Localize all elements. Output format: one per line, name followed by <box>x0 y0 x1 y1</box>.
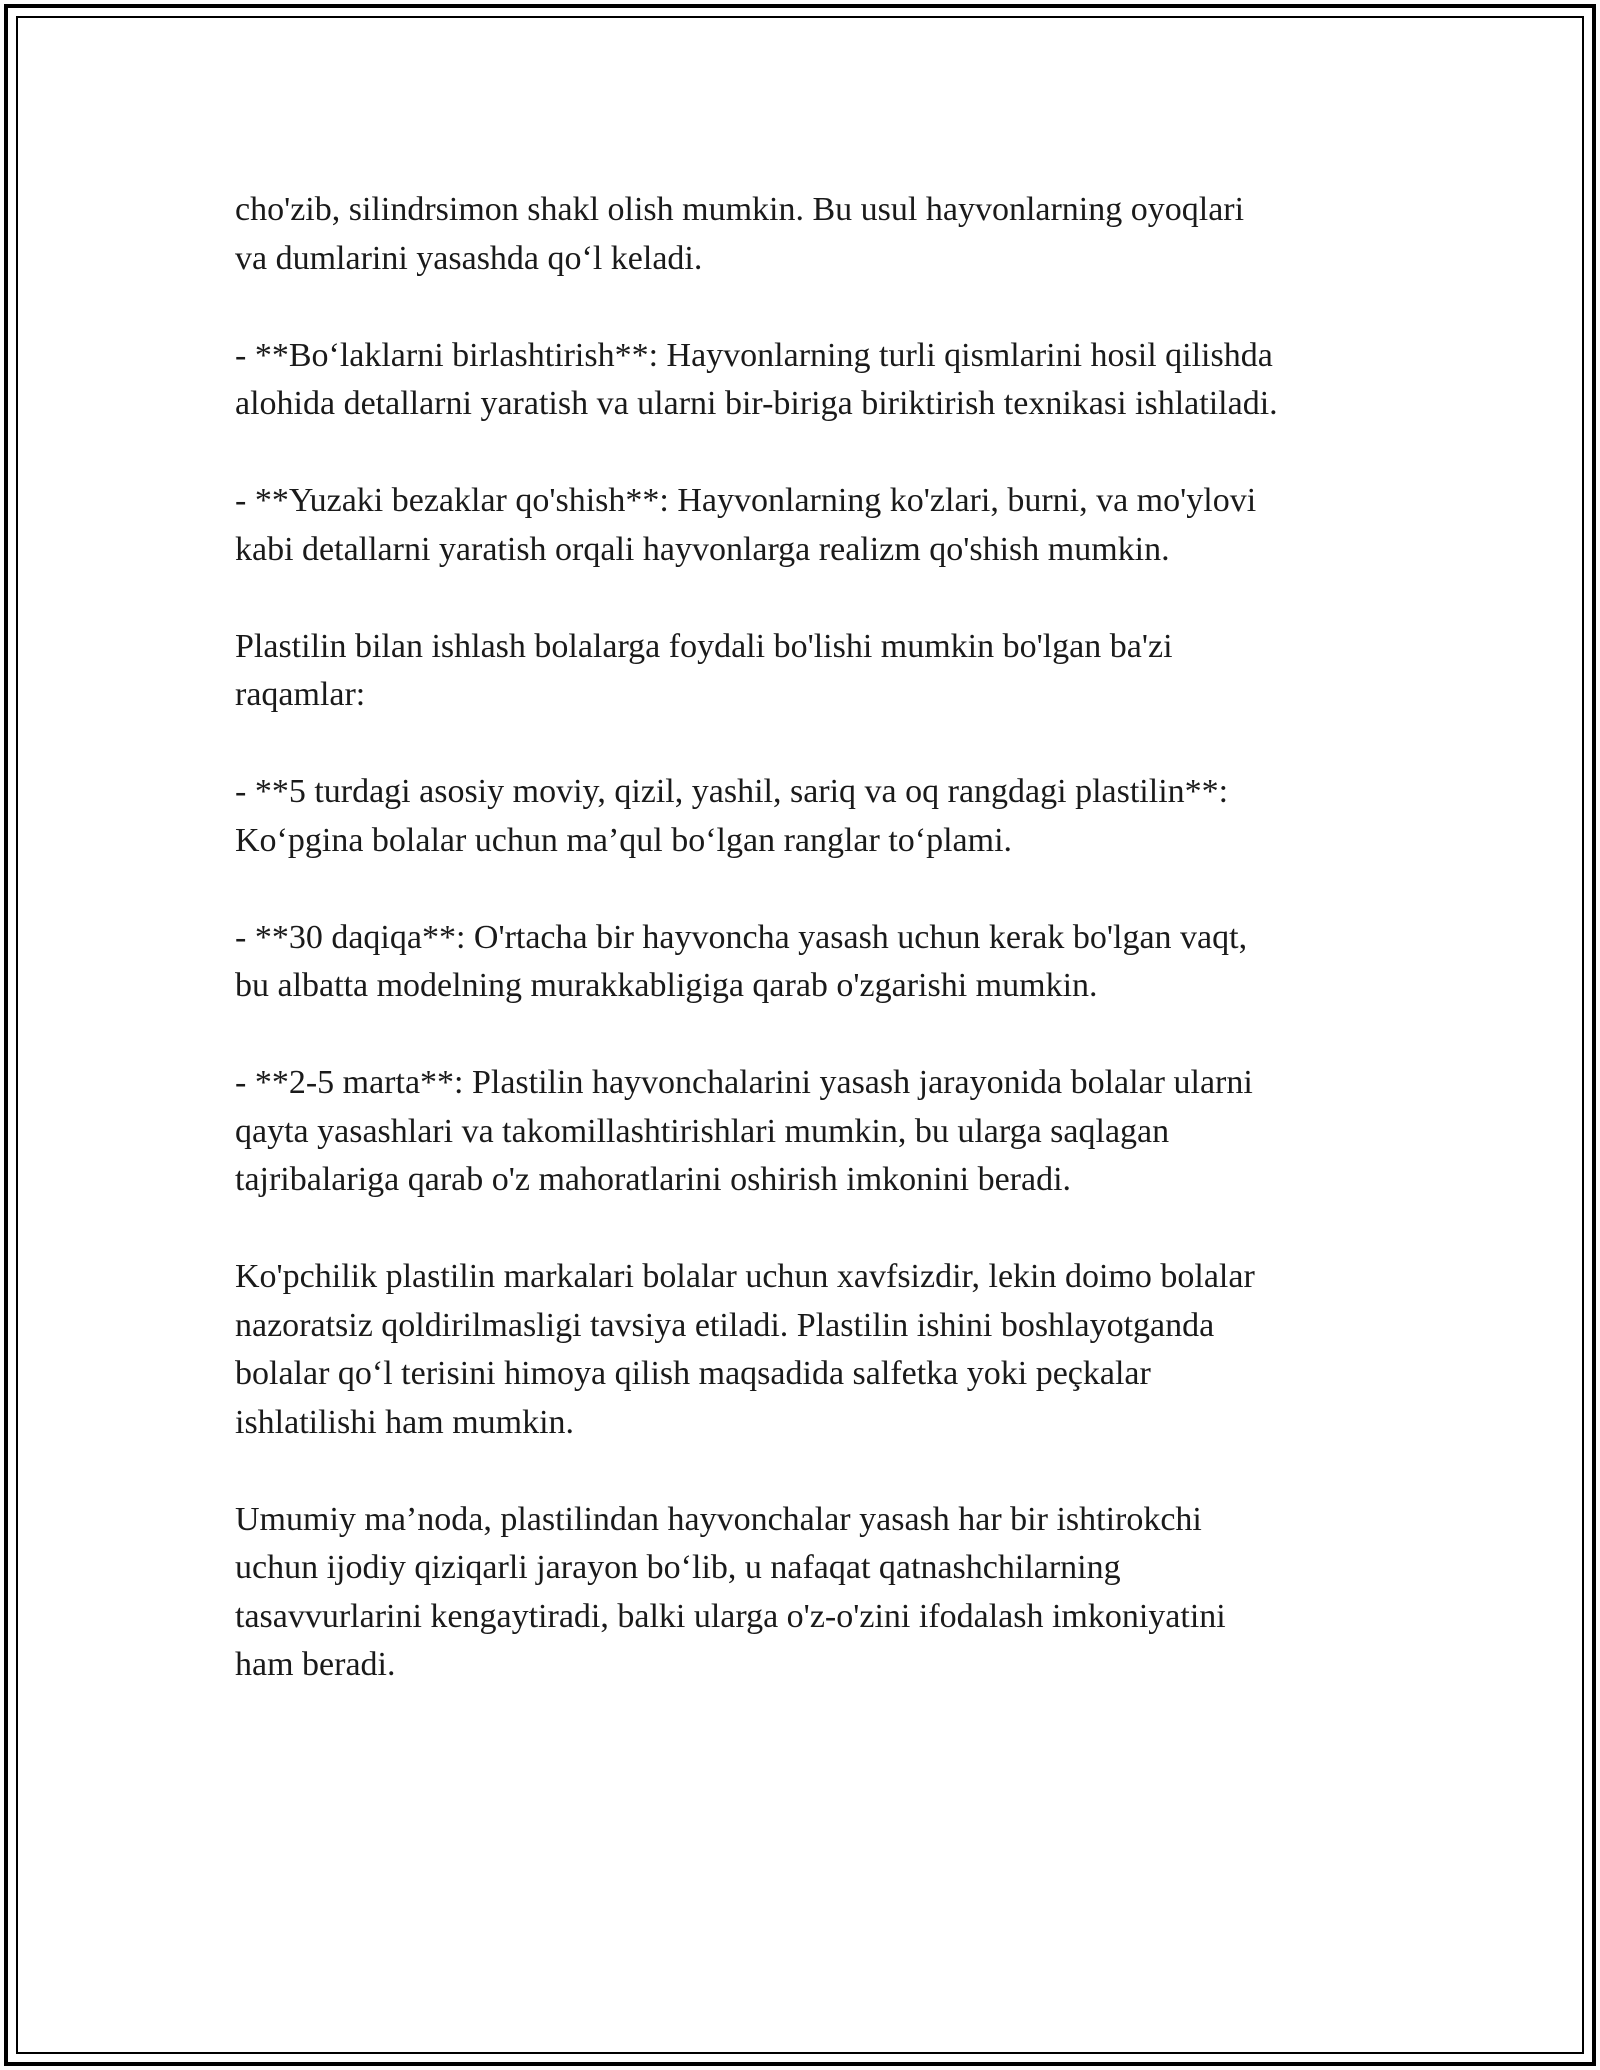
paragraph-6: - **30 daqiqa**: O'rtacha bir hayvoncha yasash uchun kerak bo'lgan vaqt, bu albatta modelning murakkabligiga qarab o'zgarishi mumkin. <box>235 918 1248 1004</box>
paragraph-2: - **Bo‘laklarni birlashtirish**: Hayvonlarning turli qismlarini hosil qilishda alohida detallarni yaratish va ularni bir-biriga biriktirish texnikasi ishlatiladi. <box>235 336 1278 422</box>
paragraph-9: Umumiy ma’noda, plastilindan hayvonchalar yasash har bir ishtirokchi uchun ijodiy qiziqarli jarayon bo‘lib, u nafaqat qatnashchilarning tasavvurlarini kengaytiradi, balki ularga o'z-o'zini ifodalash imkoniyatini ham beradi. <box>235 1500 1226 1683</box>
paragraph-4: Plastilin bilan ishlash bolalarga foydali bo'lishi mumkin bo'lgan ba'zi raqamlar: <box>235 627 1173 713</box>
paragraph-5: - **5 turdagi asosiy moviy, qizil, yashil, sariq va oq rangdagi plastilin**: Ko‘pgina bolalar uchun ma’qul bo‘lgan ranglar to‘plami. <box>235 773 1229 859</box>
paragraph-3: - **Yuzaki bezaklar qo'shish**: Hayvonlarning ko'zlari, burni, va mo'ylovi kabi detallarni yaratish orqali hayvonlarga realizm qo'shish mumkin. <box>235 482 1257 568</box>
paragraph-8: Ko'pchilik plastilin markalari bolalar uchun xavfsizdir, lekin doimo bolalar nazoratsiz qoldirilmasligi tavsiya etiladi. Plastilin ishini boshlayotganda bolalar qo‘l terisini himoya qilish maqsadida salfetka yoki peçkalar ishlatilishi ham mumkin. <box>235 1258 1255 1441</box>
paragraph-7: - **2-5 marta**: Plastilin hayvonchalarini yasash jarayonida bolalar ularni qayta yasashlari va takomillashtirishlari mumkin, bu ularga saqlagan tajribalariga qarab o'z mahoratlarini oshirish imkonini beradi. <box>235 1064 1253 1198</box>
paragraph-1: cho'zib, silindrsimon shakl olish mumkin. Bu usul hayvonlarning oyoqlari va dumlarini yasashda qo‘l keladi. <box>235 191 1245 277</box>
document-body <box>235 186 1385 1738</box>
